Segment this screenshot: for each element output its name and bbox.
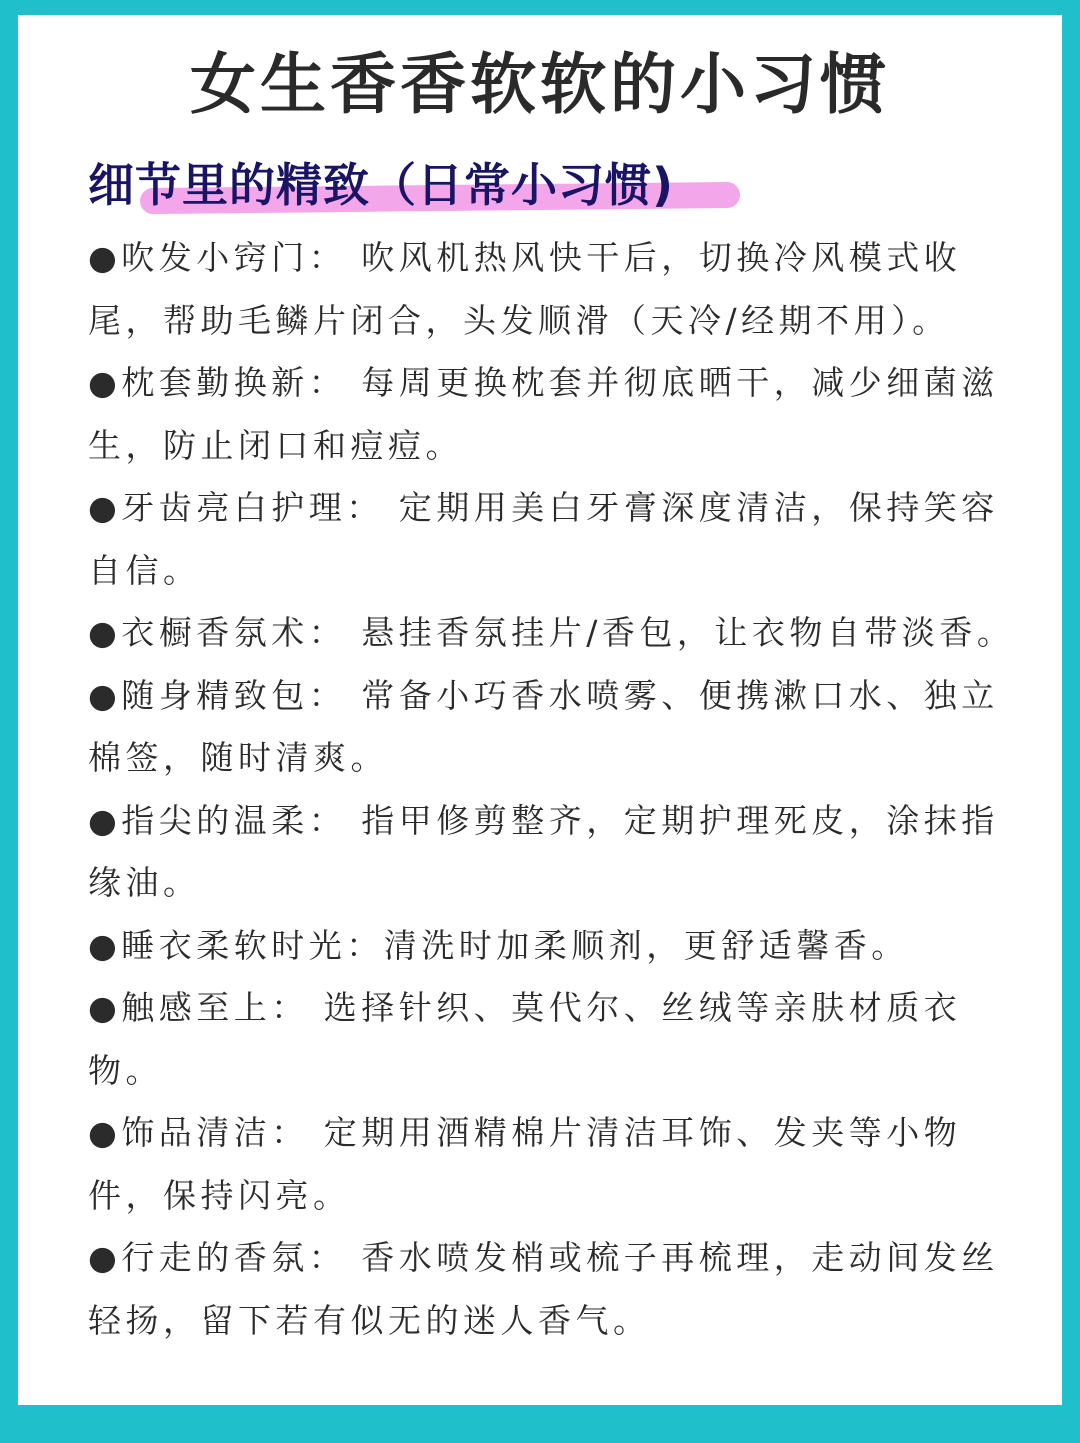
habit-item-pajamas: ●睡衣柔软时光：清洗时加柔顺剂，更舒适馨香。 <box>88 925 909 965</box>
habit-item-fabric: ●触感至上： 选择针织、莫代尔、丝绒等亲肤材质衣物。 <box>88 988 962 1090</box>
habit-item-teeth-whitening: ●牙齿亮白护理： 定期用美白牙膏深度清洁，保持笑容自信。 <box>88 488 999 590</box>
section-heading <box>88 153 674 217</box>
habit-item-pillowcase: ●枕套勤换新： 每周更换枕套并彻底晒干，减少细菌滋生，防止闭口和痘痘。 <box>88 363 999 465</box>
section-heading-text: 细节里的精致（日常小习惯) <box>88 158 675 212</box>
habit-item-hair-perfume: ●行走的香氛： 香水喷发梢或梳子再梳理，走动间发丝轻扬，留下若有似无的迷人香气。 <box>88 1238 999 1340</box>
page-title: 女生香香软软的小习惯 <box>190 46 890 123</box>
habit-item-nail-care: ●指尖的温柔： 指甲修剪整齐，定期护理死皮，涂抹指缘油。 <box>88 800 999 902</box>
content-card <box>18 15 1062 1405</box>
habit-list <box>88 227 1023 1352</box>
habit-item-jewelry-cleaning: ●饰品清洁： 定期用酒精棉片清洁耳饰、发夹等小物件，保持闪亮。 <box>88 1113 962 1215</box>
habit-item-travel-kit: ●随身精致包： 常备小巧香水喷雾、便携漱口水、独立棉签，随时清爽。 <box>88 675 999 777</box>
habit-item-wardrobe-scent: ●衣橱香氛术： 悬挂香氛挂片/香包，让衣物自带淡香。 <box>88 613 1015 652</box>
habit-item-hair-drying: ●吹发小窍门： 吹风机热风快干后，切换冷风模式收尾，帮助毛鳞片闭合，头发顺滑（天冷/经期不用）。 <box>88 238 962 340</box>
